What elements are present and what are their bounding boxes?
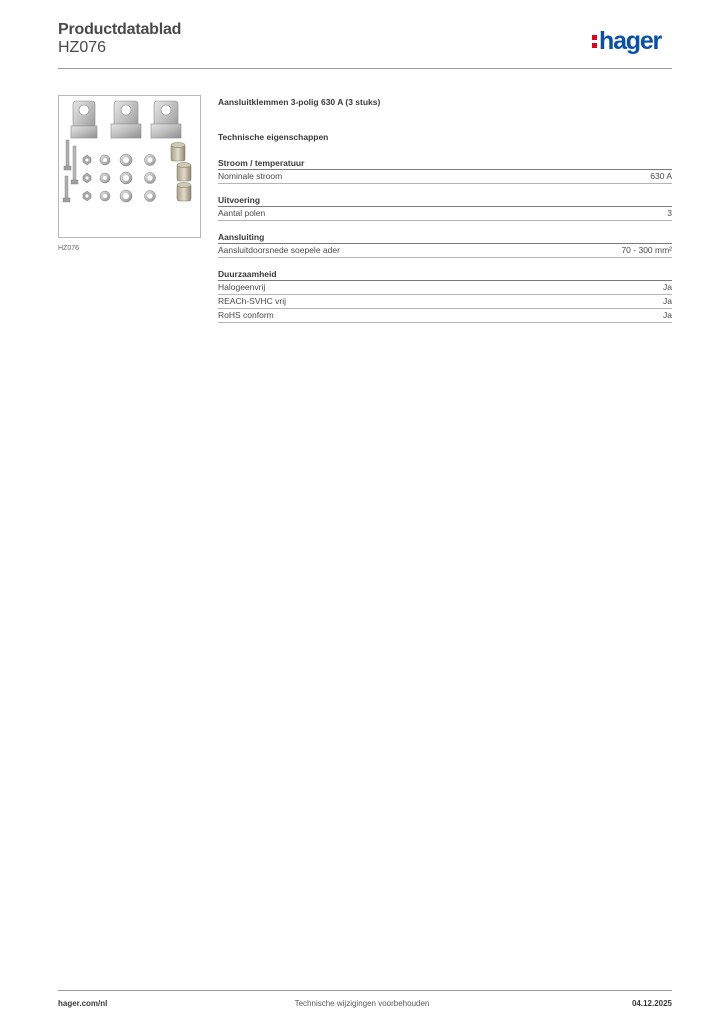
washers-row-1 (83, 154, 156, 166)
logo-dots-icon (592, 32, 597, 50)
hager-logo (592, 29, 661, 54)
logo-text: hager (599, 27, 662, 55)
footer-website-link[interactable]: hager.com/nl (58, 999, 108, 1008)
spec-group-uitvoering (218, 194, 672, 221)
sleeves (171, 143, 191, 202)
spec-value: 3 (667, 208, 672, 218)
spec-row (218, 170, 672, 184)
spec-group-title: Uitvoering (218, 194, 672, 207)
spec-label: REACh-SVHC vrij (218, 296, 287, 306)
product-description: Aansluitklemmen 3-polig 630 A (3 stuks) (218, 97, 381, 107)
spec-value: 70 - 300 mm² (621, 245, 672, 255)
spec-group-duurzaamheid (218, 268, 672, 323)
spec-value: Ja (663, 282, 672, 292)
spec-group-title: Duurzaamheid (218, 268, 672, 281)
spec-label: Aansluitdoorsnede soepele ader (218, 245, 340, 255)
terminal-clamps-kit-icon (59, 96, 200, 237)
footer-notice: Technische wijzigingen voorbehouden (294, 999, 430, 1008)
header-divider (58, 68, 672, 69)
spec-group-title: Aansluiting (218, 231, 672, 244)
spec-row (218, 244, 672, 258)
image-caption: HZ076 (58, 245, 80, 252)
product-image (58, 95, 201, 238)
spec-label: Aantal polen (218, 208, 266, 218)
spec-heading: Technische eigenschappen (218, 132, 329, 142)
spec-label: Halogeenvrij (218, 282, 266, 292)
spec-value: Ja (663, 296, 672, 306)
document-title: Productdatablad (58, 21, 182, 38)
cable-lug-2 (111, 101, 141, 138)
product-code: HZ076 (58, 39, 107, 56)
spec-group-aansluiting (218, 231, 672, 258)
spec-value: 630 A (650, 171, 672, 181)
footer-divider (58, 990, 672, 991)
washers-row-2 (83, 172, 156, 184)
spec-group-stroom (218, 157, 672, 184)
spec-row (218, 309, 672, 323)
spec-row (218, 295, 672, 309)
spec-row (218, 281, 672, 295)
spec-section (218, 96, 672, 323)
cable-lug-3 (151, 101, 181, 138)
spec-label: RoHS conform (218, 310, 274, 320)
spec-row (218, 207, 672, 221)
footer-date: 04.12.2025 (631, 999, 672, 1008)
washers-row-3 (83, 190, 156, 202)
bolts (63, 140, 78, 202)
spec-value: Ja (663, 310, 672, 320)
cable-lug-1 (71, 101, 97, 138)
spec-label: Nominale stroom (218, 171, 283, 181)
spec-group-title: Stroom / temperatuur (218, 157, 672, 170)
